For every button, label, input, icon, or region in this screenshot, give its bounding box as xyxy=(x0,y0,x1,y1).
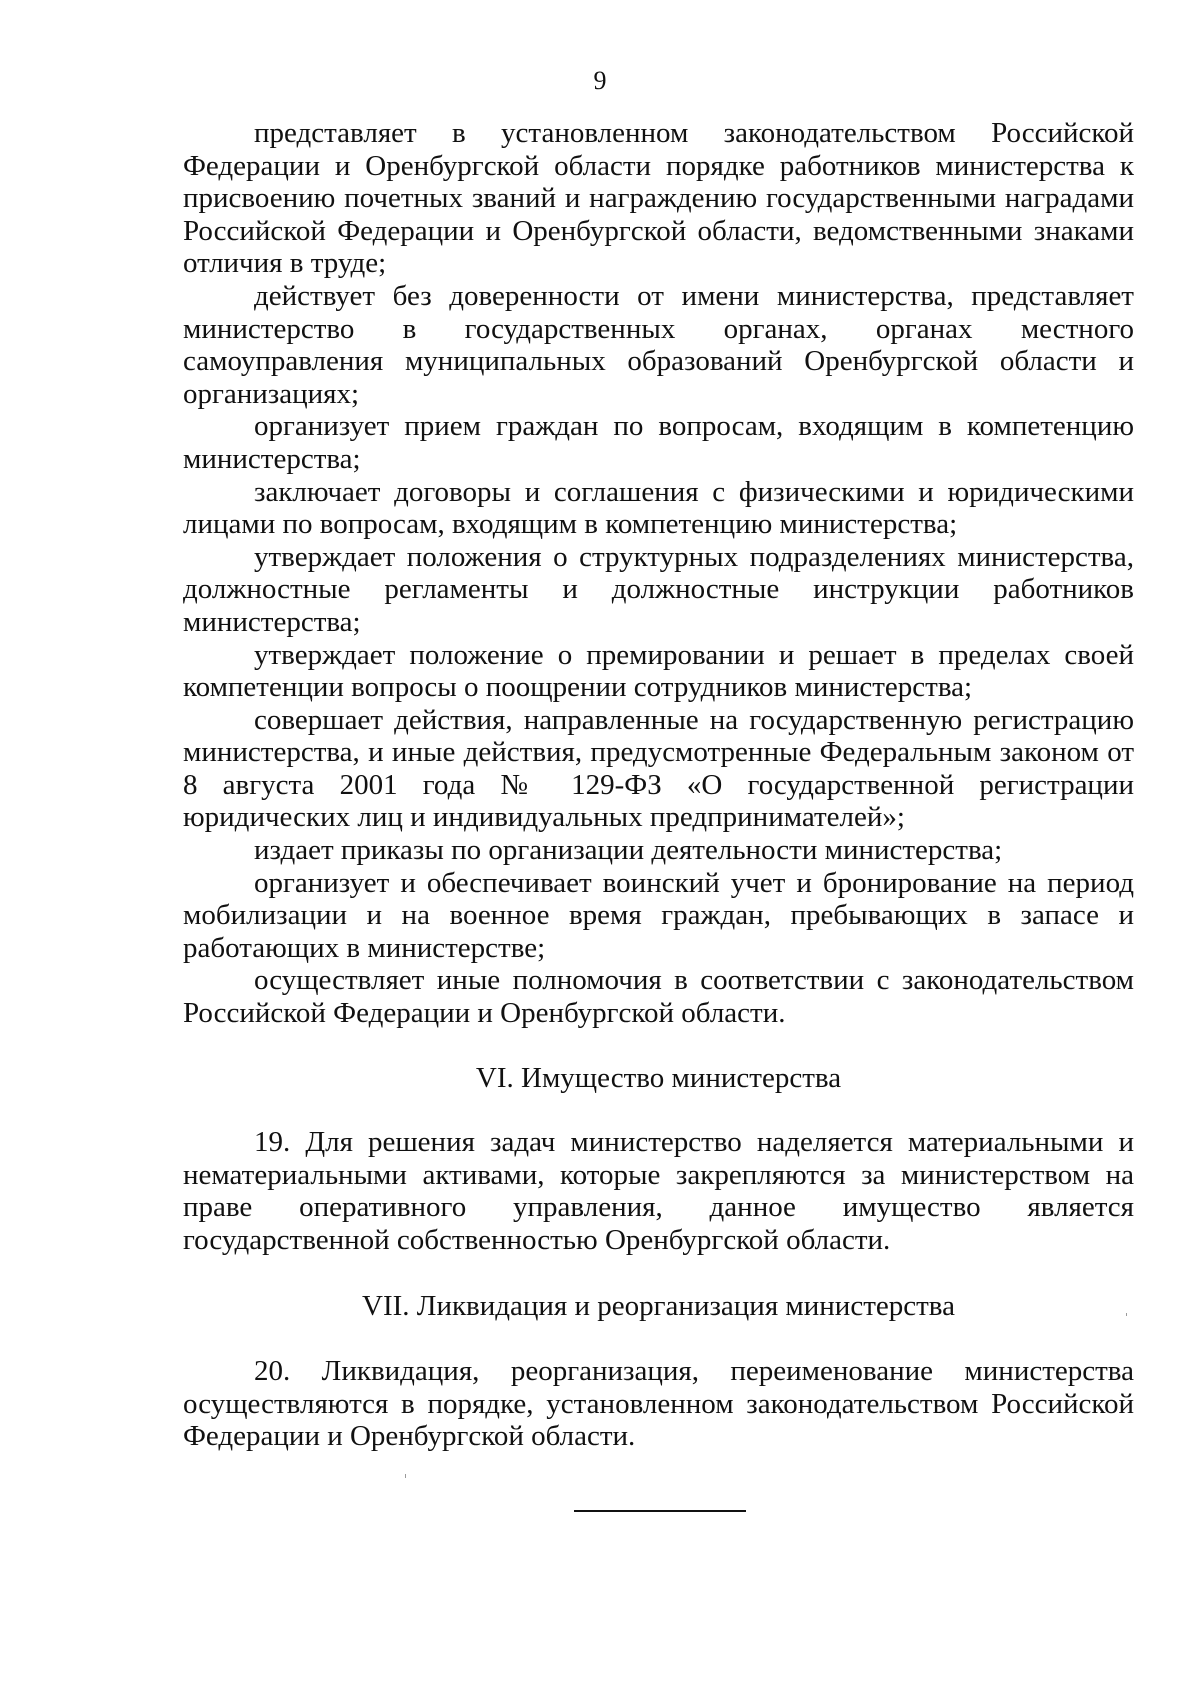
paragraph-item-19: 19. Для решения задач министерство наделяется материальными и нематериальными активами, которые закрепляются за министерством на праве оперативного управления, данное имущество является государственной собственностью Оренбургской области. xyxy=(183,1126,1134,1256)
paragraph-item-20: 20. Ликвидация, реорганизация, переименование министерства осуществляются в порядке, установленном законодательством Российской Федерации и Оренбургской области. xyxy=(183,1355,1134,1453)
paragraph-awards: представляет в установленном законодательством Российской Федерации и Оренбургской области порядке работников министерства к присвоению почетных званий и награждению государственными наградами Российской Федерации и Оренбургской области, ведомственными знаками отличия в труде; xyxy=(183,117,1134,280)
paragraph-bonuses: утверждает положение о премировании и решает в пределах своей компетенции вопросы о поощрении сотрудников министерства; xyxy=(183,638,1134,704)
paragraph-orders: издает приказы по организации деятельности министерства; xyxy=(254,834,1003,867)
paragraph-regulations: утверждает положения о структурных подразделениях министерства, должностные регламенты и должностные инструкции работников министерства; xyxy=(183,540,1134,638)
end-of-document-rule xyxy=(574,1510,746,1512)
paragraph-state-registration: совершает действия, направленные на государственную регистрацию министерства, и иные действия, предусмотренные Федеральным законом от 8 августа 2001 года № 129-ФЗ «О государственной регистрации юридических лиц и индивидуальных предпринимателей»; xyxy=(183,703,1134,834)
paragraph-other-powers: осуществляет иные полномочия в соответствии с законодательством Российской Федерации и Оренбургской области. xyxy=(183,964,1134,1030)
section-heading-property: VI. Имущество министерства xyxy=(475,1061,842,1094)
scan-speck xyxy=(1126,1313,1127,1316)
scan-speck xyxy=(405,1474,406,1478)
document-body xyxy=(183,117,1134,1453)
paragraph-representation: действует без доверенности от имени министерства, представляет министерство в государственных органах, органах местного самоуправления муниципальных образований Оренбургской области и организациях; xyxy=(183,279,1134,410)
section-heading-liquidation: VII. Ликвидация и реорганизация министерства xyxy=(362,1289,955,1322)
paragraph-citizen-reception: организует прием граждан по вопросам, входящим в компетенцию министерства; xyxy=(183,410,1134,475)
page-number: 9 xyxy=(593,66,607,95)
paragraph-contracts: заключает договоры и соглашения с физическими и юридическими лицами по вопросам, входящим в компетенцию министерства; xyxy=(183,475,1134,541)
paragraph-military-registration: организует и обеспечивает воинский учет и бронирование на период мобилизации и на военное время граждан, пребывающих в запасе и работающих в министерстве; xyxy=(183,866,1134,964)
